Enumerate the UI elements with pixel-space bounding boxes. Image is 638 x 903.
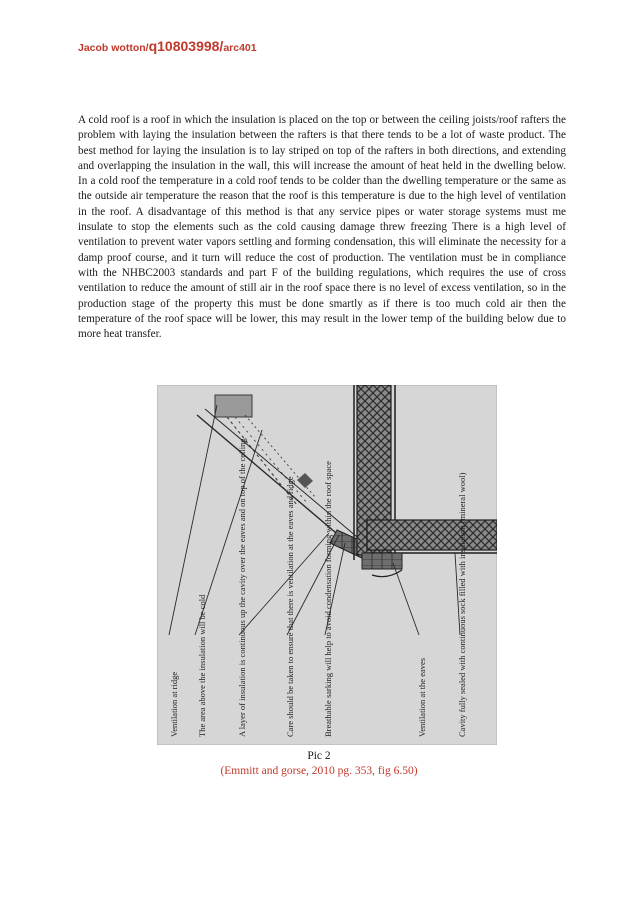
- label-ventilation-eaves: Ventilation at the eaves: [417, 657, 427, 737]
- roof-diagram-figure: [157, 385, 497, 745]
- student-id: q10803998/: [148, 38, 224, 54]
- figure-caption-title: Pic 2: [307, 750, 331, 762]
- figure-caption-source: (Emmitt and gorse, 2010 pg. 353, fig 6.50): [220, 765, 418, 777]
- author-name: Jacob wotton/: [78, 42, 149, 54]
- label-ventilation-ridge: Ventilation at ridge: [169, 671, 179, 737]
- label-care-ventilation: Care should be taken to ensure that there is ventilation at the eaves and ridge: [285, 476, 295, 737]
- label-breathable-sarking: Breathable sarking will help to avoid condensation forming within the roof space: [323, 461, 333, 737]
- label-cavity-sealed: Cavity fully sealed with continuous sock filled with insulation (mineral wool): [457, 472, 467, 737]
- roof-diagram: [157, 385, 497, 745]
- label-layer-insulation: A layer of insulation is continuous up the cavity over the eaves and on top of the ceiling: [237, 438, 247, 737]
- document-header: [78, 38, 257, 56]
- body-paragraph: A cold roof is a roof in which the insulation is placed on the top or between the ceiling joists/roof rafters the problem with laying the insulation between the rafters is that there tends to be a lot of waste product. The best method for laying the insulation is to lay striped on top of the rafters in both directions, and extending and overlapping the insulation in the wall, this will increase the amount of heat held in the dwelling below. In a cold roof the temperature in a cold roof tends to be colder than the dwelling temperature or the same as the outside air temperature the reason that the roof is this temperature is due to the high level of ventilation in the roof. A disadvantage of this method is that any service pipes or water storage systems must me insulate to stop the elements such as the cold causing damage threw freezing There is a high level of ventilation to prevent water vapors settling and forming condensation, this will eliminate the necessity for a damp proof course, and it turn will reduce the cost of production. The ventilation must be in compliance with the NHBC2003 standards and part F of the building regulations, which requires the use of cross ventilation to reduce the amount of still air in the roof space there is no level of excess ventilation, so in the production stage of the property this must be done smartly as if there is too much cold air then the temperature of the roof space will be lower, this may result in the lower temp of the building below due to more heat transfer.: [78, 114, 566, 341]
- label-area-above-cold: The area above the insulation will be cold: [197, 594, 207, 737]
- module-code: arc401: [223, 42, 257, 54]
